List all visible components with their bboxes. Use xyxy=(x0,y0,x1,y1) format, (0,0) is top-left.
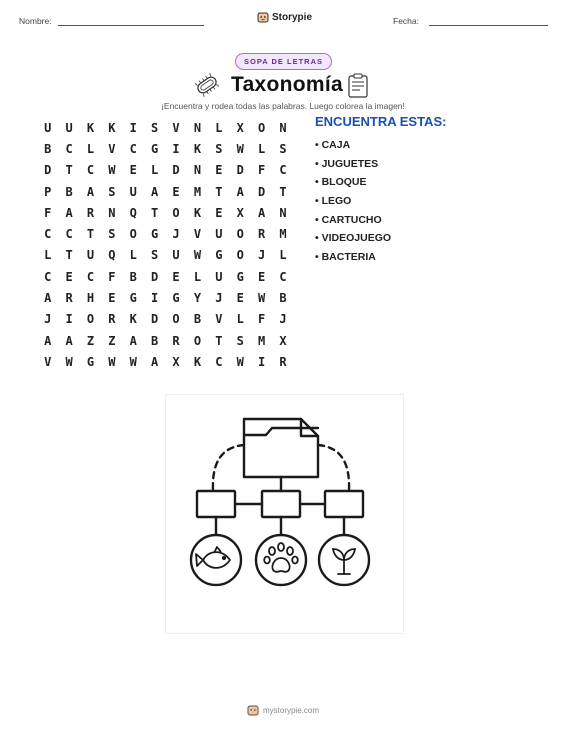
grid-cell[interactable]: U xyxy=(44,120,52,135)
grid-row xyxy=(37,181,294,202)
grid-cell[interactable]: V xyxy=(172,120,180,135)
footer-site[interactable]: mystorypie.com xyxy=(262,705,319,715)
grid-cell[interactable]: R xyxy=(65,291,73,306)
grid-cell[interactable]: Q xyxy=(129,205,137,220)
grid-cell[interactable]: E xyxy=(172,184,180,199)
grid-cell[interactable]: V xyxy=(108,141,116,156)
storypie-logo-icon xyxy=(257,11,269,23)
grid-cell[interactable]: K xyxy=(193,205,202,220)
grid-cell[interactable]: I xyxy=(129,120,137,135)
category-box xyxy=(197,491,235,517)
grid-row xyxy=(37,138,294,159)
grid-cell[interactable]: I xyxy=(257,354,266,369)
grid-cell[interactable]: P xyxy=(44,184,52,199)
grid-cell[interactable]: C xyxy=(215,354,223,369)
grid-cell[interactable]: V xyxy=(193,227,202,242)
grid-cell[interactable]: N xyxy=(108,205,116,220)
grid-cell[interactable]: C xyxy=(44,227,52,242)
grid-cell[interactable]: X xyxy=(236,205,244,220)
grid-cell[interactable]: A xyxy=(44,291,52,306)
word-search-grid[interactable] xyxy=(37,117,294,373)
grid-cell[interactable]: T xyxy=(215,333,223,348)
dashed-connector-right xyxy=(318,445,349,490)
grid-cell[interactable]: N xyxy=(193,163,202,178)
grid-cell[interactable]: O xyxy=(172,205,180,220)
grid-cell[interactable]: N xyxy=(279,205,287,220)
grid-cell[interactable]: K xyxy=(86,120,95,135)
grid-cell[interactable]: A xyxy=(44,333,52,348)
grid-row xyxy=(37,330,294,351)
grid-cell[interactable]: C xyxy=(65,227,73,242)
grid-cell[interactable]: O xyxy=(129,227,137,242)
grid-cell[interactable]: A xyxy=(86,184,95,199)
grid-cell[interactable]: M xyxy=(257,333,266,348)
grid-cell[interactable]: O xyxy=(193,333,202,348)
grid-cell[interactable]: E xyxy=(215,205,223,220)
grid-cell[interactable]: B xyxy=(65,184,73,199)
grid-row xyxy=(37,287,294,308)
brand-logo xyxy=(257,11,312,23)
word-list-item: • JUGUETES xyxy=(315,155,391,174)
grid-cell[interactable]: W xyxy=(193,248,202,263)
grid-cell[interactable]: B xyxy=(193,312,202,327)
grid-cell[interactable]: X xyxy=(236,120,244,135)
grid-cell[interactable]: R xyxy=(86,205,95,220)
clipboard-icon xyxy=(347,73,369,98)
grid-cell[interactable]: R xyxy=(172,333,180,348)
grid-cell[interactable]: S xyxy=(151,248,159,263)
grid-cell[interactable]: S xyxy=(279,141,287,156)
grid-cell[interactable]: C xyxy=(86,163,95,178)
word-list-item: • BACTERIA xyxy=(315,248,391,267)
grid-cell[interactable]: L xyxy=(236,312,244,327)
grid-cell[interactable]: W xyxy=(108,354,116,369)
grid-row xyxy=(37,117,294,138)
grid-cell[interactable]: D xyxy=(151,269,159,284)
grid-cell[interactable]: C xyxy=(129,141,137,156)
word-list-item: • LEGO xyxy=(315,192,391,211)
grid-cell[interactable]: W xyxy=(129,354,137,369)
grid-cell[interactable]: F xyxy=(108,269,116,284)
instructions: ¡Encuentra y rodea todas las palabras. Luego colorea la imagen! xyxy=(161,101,405,111)
name-line[interactable] xyxy=(58,25,204,26)
sprout-icon xyxy=(333,549,355,574)
grid-cell[interactable]: J xyxy=(279,312,287,327)
grid-cell[interactable]: B xyxy=(129,269,137,284)
bacteria-icon xyxy=(194,73,220,97)
word-list-item: • CARTUCHO xyxy=(315,211,391,230)
grid-cell[interactable]: N xyxy=(193,120,202,135)
grid-cell[interactable]: K xyxy=(193,354,202,369)
grid-row xyxy=(37,160,294,181)
grid-cell[interactable]: C xyxy=(44,269,52,284)
grid-cell[interactable]: G xyxy=(129,291,137,306)
grid-cell[interactable]: M xyxy=(279,227,287,242)
grid-cell[interactable]: Q xyxy=(108,248,116,263)
word-list-item: • BLOQUE xyxy=(315,173,391,192)
grid-cell[interactable]: U xyxy=(172,248,180,263)
grid-cell[interactable]: L xyxy=(279,248,287,263)
grid-cell[interactable]: T xyxy=(215,184,223,199)
grid-cell[interactable]: G xyxy=(86,354,95,369)
grid-cell[interactable]: A xyxy=(257,205,266,220)
grid-cell[interactable]: J xyxy=(44,312,52,327)
grid-cell[interactable]: A xyxy=(129,333,137,348)
grid-cell[interactable]: I xyxy=(172,141,180,156)
circle-frame xyxy=(191,535,241,585)
grid-cell[interactable]: C xyxy=(279,163,287,178)
grid-cell[interactable]: G xyxy=(172,291,180,306)
grid-row xyxy=(37,223,294,244)
grid-cell[interactable]: L xyxy=(215,120,223,135)
grid-cell[interactable]: A xyxy=(65,205,73,220)
grid-cell[interactable]: S xyxy=(151,120,159,135)
grid-cell[interactable]: E xyxy=(129,163,137,178)
grid-cell[interactable]: R xyxy=(108,312,116,327)
fish-icon xyxy=(196,547,230,568)
grid-cell[interactable]: E xyxy=(108,291,116,306)
grid-cell[interactable]: B xyxy=(279,291,287,306)
name-label: Nombre: xyxy=(19,16,52,26)
grid-cell[interactable]: O xyxy=(257,120,266,135)
category-box xyxy=(325,491,363,517)
grid-cell[interactable]: W xyxy=(65,354,73,369)
grid-cell[interactable]: M xyxy=(193,184,202,199)
grid-cell[interactable]: T xyxy=(65,163,73,178)
grid-cell[interactable]: F xyxy=(44,205,52,220)
word-list-item: • CAJA xyxy=(315,136,391,155)
grid-cell[interactable]: E xyxy=(65,269,73,284)
grid-cell[interactable]: T xyxy=(86,227,95,242)
grid-cell[interactable]: I xyxy=(65,312,73,327)
grid-row xyxy=(37,309,294,330)
grid-cell[interactable]: A xyxy=(151,184,159,199)
grid-cell[interactable]: Z xyxy=(108,333,116,348)
grid-cell[interactable]: D xyxy=(151,312,159,327)
grid-cell[interactable]: I xyxy=(151,291,159,306)
grid-cell[interactable]: W xyxy=(236,141,244,156)
grid-cell[interactable]: H xyxy=(86,291,95,306)
grid-cell[interactable]: W xyxy=(236,354,244,369)
grid-cell[interactable]: Z xyxy=(86,333,95,348)
grid-cell[interactable]: S xyxy=(108,227,116,242)
activity-badge: SOPA DE LETRAS xyxy=(235,53,332,70)
grid-cell[interactable]: N xyxy=(279,120,287,135)
coloring-illustration[interactable] xyxy=(165,394,404,634)
page-title: Taxonomía xyxy=(231,73,343,96)
grid-cell[interactable]: B xyxy=(151,333,159,348)
grid-cell[interactable]: G xyxy=(151,227,159,242)
grid-cell[interactable]: O xyxy=(86,312,95,327)
grid-cell[interactable]: E xyxy=(236,291,244,306)
grid-cell[interactable]: E xyxy=(172,269,180,284)
taxonomy-diagram xyxy=(166,395,403,633)
date-line[interactable] xyxy=(429,25,548,26)
grid-cell[interactable]: D xyxy=(236,163,244,178)
grid-cell[interactable]: L xyxy=(151,163,159,178)
grid-cell[interactable]: A xyxy=(236,184,244,199)
grid-cell[interactable]: W xyxy=(257,291,266,306)
grid-cell[interactable]: C xyxy=(65,141,73,156)
dashed-connector-left xyxy=(213,445,244,490)
grid-cell[interactable]: R xyxy=(257,227,266,242)
grid-cell[interactable]: K xyxy=(193,141,202,156)
grid-cell[interactable]: D xyxy=(172,163,180,178)
grid-row xyxy=(37,245,294,266)
grid-cell[interactable]: E xyxy=(257,269,266,284)
grid-cell[interactable]: L xyxy=(257,141,266,156)
grid-cell[interactable]: A xyxy=(151,354,159,369)
grid-cell[interactable]: F xyxy=(257,163,266,178)
grid-cell[interactable]: X xyxy=(172,354,180,369)
grid-cell[interactable]: G xyxy=(215,248,223,263)
footer xyxy=(0,704,566,716)
category-box xyxy=(262,491,300,517)
paw-icon xyxy=(264,543,298,572)
grid-cell[interactable]: T xyxy=(279,184,287,199)
grid-cell[interactable]: J xyxy=(172,227,180,242)
grid-cell[interactable]: S xyxy=(108,184,116,199)
grid-cell[interactable]: V xyxy=(215,312,223,327)
grid-cell[interactable]: Y xyxy=(193,291,202,306)
grid-cell[interactable]: U xyxy=(129,184,137,199)
grid-cell[interactable]: U xyxy=(215,227,223,242)
date-label: Fecha: xyxy=(393,16,419,26)
grid-cell[interactable]: G xyxy=(236,269,244,284)
grid-cell[interactable]: C xyxy=(86,269,95,284)
grid-cell[interactable]: E xyxy=(215,163,223,178)
word-list-item: • VIDEOJUEGO xyxy=(315,229,391,248)
grid-cell[interactable]: S xyxy=(215,141,223,156)
folder-icon xyxy=(244,419,318,477)
grid-cell[interactable]: T xyxy=(151,205,159,220)
grid-cell[interactable]: J xyxy=(257,248,266,263)
grid-cell[interactable]: L xyxy=(44,248,52,263)
grid-cell[interactable]: F xyxy=(257,312,266,327)
word-list xyxy=(315,136,391,267)
grid-row xyxy=(37,351,294,372)
brand-name: Storypie xyxy=(272,11,313,23)
grid-cell[interactable]: K xyxy=(108,120,116,135)
grid-cell[interactable]: S xyxy=(236,333,244,348)
grid-cell[interactable]: L xyxy=(193,269,202,284)
grid-cell[interactable]: B xyxy=(44,141,52,156)
grid-cell[interactable]: G xyxy=(151,141,159,156)
grid-cell[interactable]: D xyxy=(44,163,52,178)
grid-cell[interactable]: L xyxy=(86,141,95,156)
grid-cell[interactable]: X xyxy=(279,333,287,348)
grid-cell[interactable]: J xyxy=(215,291,223,306)
grid-cell[interactable]: U xyxy=(215,269,223,284)
grid-cell[interactable]: C xyxy=(279,269,287,284)
grid-cell[interactable]: O xyxy=(236,227,244,242)
grid-cell[interactable]: D xyxy=(257,184,266,199)
grid-cell[interactable]: V xyxy=(44,354,52,369)
grid-cell[interactable]: T xyxy=(65,248,73,263)
storypie-logo-icon xyxy=(247,704,259,716)
grid-cell[interactable]: A xyxy=(65,333,73,348)
grid-row xyxy=(37,266,294,287)
grid-cell[interactable]: U xyxy=(86,248,95,263)
grid-cell[interactable]: O xyxy=(236,248,244,263)
grid-cell[interactable]: L xyxy=(129,248,137,263)
grid-cell[interactable]: R xyxy=(279,354,287,369)
word-list-title: ENCUENTRA ESTAS: xyxy=(315,114,447,129)
grid-cell[interactable]: K xyxy=(129,312,137,327)
grid-cell[interactable]: W xyxy=(108,163,116,178)
grid-row xyxy=(37,202,294,223)
grid-cell[interactable]: O xyxy=(172,312,180,327)
grid-cell[interactable]: U xyxy=(65,120,73,135)
